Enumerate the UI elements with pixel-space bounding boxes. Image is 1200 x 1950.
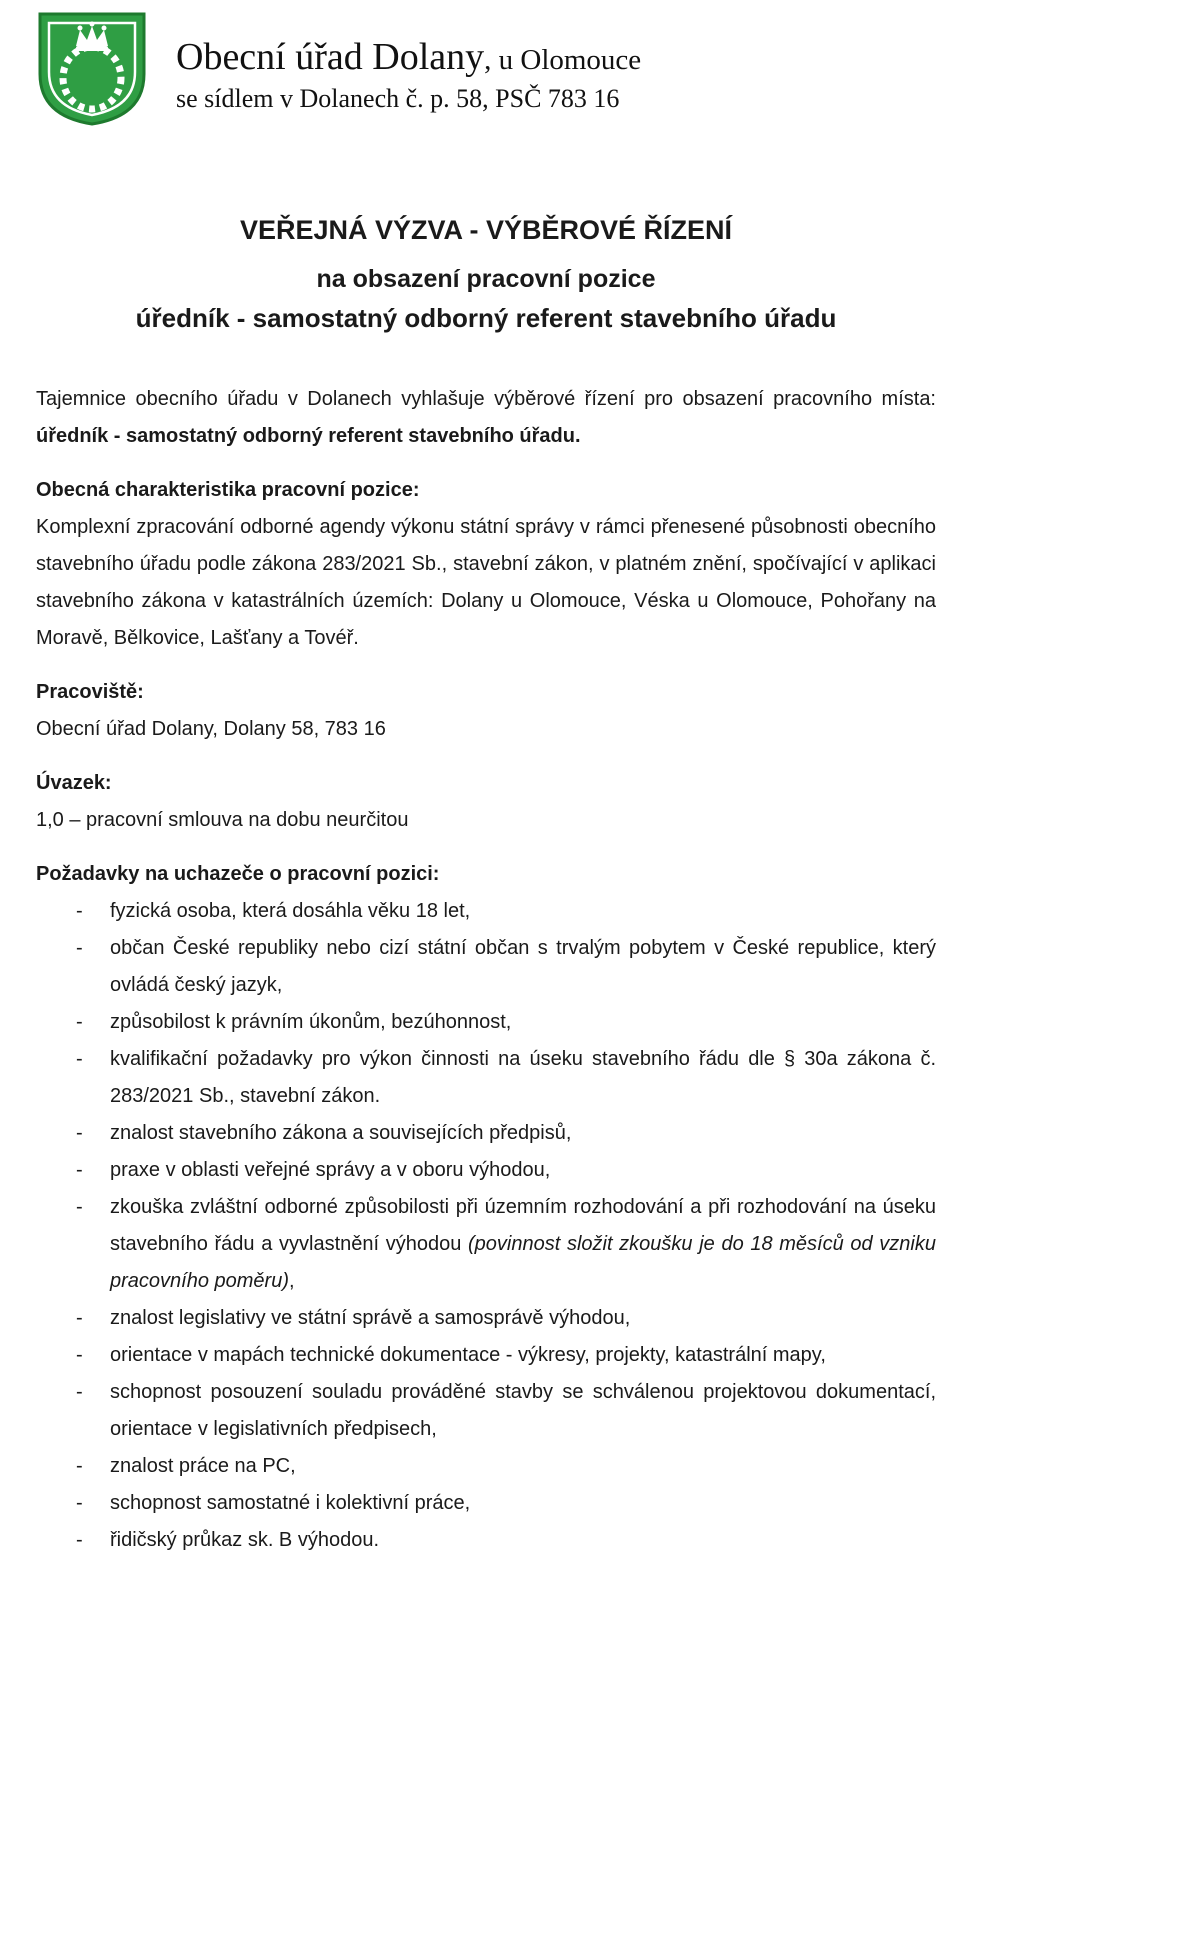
org-address: se sídlem v Dolanech č. p. 58, PSČ 783 16 bbox=[176, 83, 620, 113]
requirement-item bbox=[76, 1041, 936, 1115]
intro-paragraph bbox=[36, 381, 936, 455]
requirement-item bbox=[76, 1152, 936, 1189]
requirement-text: schopnost posouzení souladu prováděné stavby se schválenou projektovou dokumentací, orientace v legislativních předpisech, bbox=[110, 1381, 936, 1440]
section-workplace bbox=[36, 674, 936, 748]
section-characteristics bbox=[36, 472, 936, 657]
requirement-item bbox=[76, 893, 936, 930]
requirement-text: znalost legislativy ve státní správě a samosprávě výhodou, bbox=[110, 1307, 631, 1329]
requirement-text: zkouška zvláštní odborné způsobilosti při územním rozhodování a při rozhodování na úseku stavebního řádu a vyvlastnění výhodou (povinnost složit zkoušku je do 18 měsíců od vzniku pracovního poměru), bbox=[110, 1196, 936, 1292]
org-location-suffix: , u Olomouce bbox=[484, 44, 642, 76]
document-title bbox=[36, 213, 936, 335]
dash-marker: - bbox=[76, 1196, 83, 1218]
dash-marker: - bbox=[76, 1492, 83, 1514]
requirement-item bbox=[76, 1448, 936, 1485]
dash-marker: - bbox=[76, 1344, 83, 1366]
requirement-text: fyzická osoba, která dosáhla věku 18 let, bbox=[110, 900, 471, 922]
dash-marker: - bbox=[76, 1529, 83, 1551]
requirement-item bbox=[76, 930, 936, 1004]
requirement-text: orientace v mapách technické dokumentace - výkresy, projekty, katastrální mapy, bbox=[110, 1344, 826, 1366]
requirement-item bbox=[76, 1300, 936, 1337]
section-requirements bbox=[36, 856, 936, 1559]
dash-marker: - bbox=[76, 1159, 83, 1181]
requirement-item bbox=[76, 1485, 936, 1522]
requirement-text: znalost stavebního zákona a souvisejících předpisů, bbox=[110, 1122, 572, 1144]
characteristics-body: Komplexní zpracování odborné agendy výkonu státní správy v rámci přenesené působnosti obecního stavebního úřadu podle zákona 283/2021 Sb., stavební zákon, v platném znění, spočívající v aplikaci stavebního zákona v katastrálních územích: Dolany u Olomouce, Véska u Olomouce, Pohořany na Moravě, Bělkovice, Lašťany a Tovéř. bbox=[36, 516, 936, 649]
characteristics-heading: Obecná charakteristika pracovní pozice: bbox=[36, 479, 420, 501]
workplace-heading: Pracoviště: bbox=[36, 681, 144, 703]
org-name: Obecní úřad Dolany bbox=[176, 36, 485, 78]
requirements-heading: Požadavky na uchazeče o pracovní pozici: bbox=[36, 863, 440, 885]
dash-marker: - bbox=[76, 1011, 83, 1033]
letterhead bbox=[36, 10, 1200, 133]
requirement-text: kvalifikační požadavky pro výkon činnosti na úseku stavebního řádu dle § 30a zákona č. 283/2021 Sb., stavební zákon. bbox=[110, 1048, 936, 1107]
requirement-text: schopnost samostatné i kolektivní práce, bbox=[110, 1492, 471, 1514]
dash-marker: - bbox=[76, 1455, 83, 1477]
contract-body: 1,0 – pracovní smlouva na dobu neurčitou bbox=[36, 809, 409, 831]
requirement-item bbox=[76, 1374, 936, 1448]
contract-heading: Úvazek: bbox=[36, 772, 112, 794]
org-identity bbox=[176, 10, 641, 114]
section-contract bbox=[36, 765, 936, 839]
requirement-item bbox=[76, 1189, 936, 1300]
title-line-3: úředník - samostatný odborný referent stavebního úřadu bbox=[135, 303, 837, 333]
requirement-item bbox=[76, 1522, 936, 1559]
dash-marker: - bbox=[76, 900, 83, 922]
requirement-text: znalost práce na PC, bbox=[110, 1455, 296, 1477]
requirement-item bbox=[76, 1115, 936, 1152]
municipal-coat-of-arms-icon bbox=[36, 10, 148, 133]
title-line-2: na obsazení pracovní pozice bbox=[316, 265, 656, 293]
requirement-text: řidičský průkaz sk. B výhodou. bbox=[110, 1529, 379, 1551]
requirements-list bbox=[36, 893, 936, 1559]
dash-marker: - bbox=[76, 1048, 83, 1070]
intro-position-bold: úředník - samostatný odborný referent stavebního úřadu. bbox=[36, 425, 581, 447]
dash-marker: - bbox=[76, 1122, 83, 1144]
requirement-text: praxe v oblasti veřejné správy a v oboru výhodou, bbox=[110, 1159, 551, 1181]
requirement-text: občan České republiky nebo cizí státní občan s trvalým pobytem v České republice, který ovládá český jazyk, bbox=[110, 937, 936, 996]
dash-marker: - bbox=[76, 1307, 83, 1329]
workplace-body: Obecní úřad Dolany, Dolany 58, 783 16 bbox=[36, 718, 386, 740]
org-name-line bbox=[176, 38, 641, 78]
requirement-item bbox=[76, 1337, 936, 1374]
title-line-1: VEŘEJNÁ VÝZVA - VÝBĚROVÉ ŘÍZENÍ bbox=[239, 215, 733, 245]
requirement-item bbox=[76, 1004, 936, 1041]
requirement-text: způsobilost k právním úkonům, bezúhonnost, bbox=[110, 1011, 512, 1033]
document-body bbox=[36, 213, 936, 1559]
dash-marker: - bbox=[76, 937, 83, 959]
dash-marker: - bbox=[76, 1381, 83, 1403]
intro-text: Tajemnice obecního úřadu v Dolanech vyhlašuje výběrové řízení pro obsazení pracovního místa: bbox=[36, 388, 936, 410]
